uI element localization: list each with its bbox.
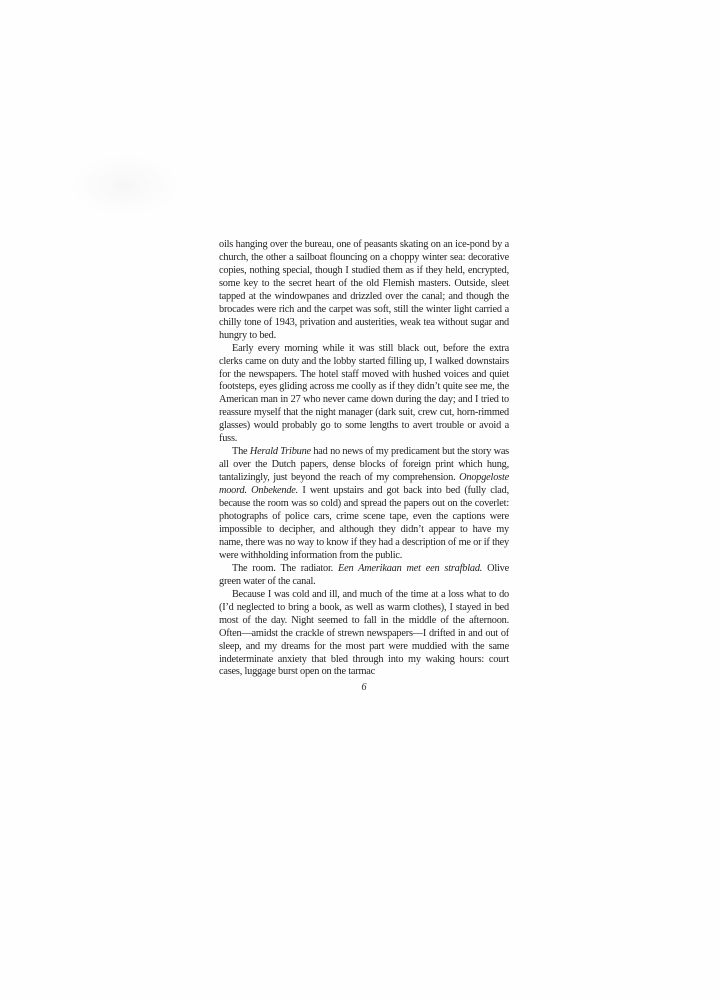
italic-text-segment: Herald Tribune — [249, 446, 311, 458]
text-segment: The room. The radiator. — [232, 562, 338, 574]
text-segment: oils hanging over the bureau, one of peasants skating on an ice-pond by a church, the other a sailboat flouncing on a choppy winter sea: decorative copies, nothing special, though I studied them as if they held, encrypted, some key to the secret heart of the old Flemish masters. Outside, sleet tapped at the windowpanes and drizzled over the canal; and though the brocades were rich and the carpet was soft, still the winter light carried a chilly tone of 1943, privation and austerities, weak tea without sugar and hungry to bed. — [219, 239, 509, 341]
text-segment: The — [232, 446, 250, 458]
italic-text-segment: Onopgeloste moord. Onbekende. — [219, 472, 509, 497]
text-segment: Early every morning while it was still black out, before the extra clerks came on duty and the lobby started filling up, I walked downstairs for the newspapers. The hotel staff moved with hushed voices and quiet footsteps, eyes gliding across me coolly as if they didn’t quite see me, the American man in 27 who never came down during the day; and I tried to reassure myself that the night manager (dark suit, crew cut, horn-rimmed glasses) would probably go to some lengths to avert trouble or avoid a fuss. — [219, 342, 509, 445]
page-number: 6 — [361, 682, 367, 694]
body-text — [219, 239, 509, 679]
body-text-block — [219, 239, 509, 695]
paragraph — [219, 239, 509, 343]
print-smudge — [70, 155, 180, 215]
paragraph — [219, 589, 509, 680]
text-segment: Because I was cold and ill, and much of the time at a loss what to do (I’d neglected to bring a book, as well as warm clothes), I stayed in bed most of the day. Night seemed to fall in the middle of the afternoon. Often—amidst the crackle of strewn newspapers—I drifted in and out of sleep, and my dreams for the most part were muddied with the same indeterminate anxiety that bled through into my waking hours: court cases, luggage burst open on the tarmac — [219, 588, 509, 678]
paragraph — [219, 446, 509, 563]
paragraph — [219, 563, 509, 589]
text-segment: had no news of my predicament but the story was all over the Dutch papers, dense blocks of foreign print which hung, tantalizingly, just beyond the reach of my comprehension. — [219, 446, 509, 484]
paragraph — [219, 343, 509, 447]
text-segment: Olive green water of the canal. — [219, 562, 509, 587]
text-segment: I went upstairs and got back into bed (fully clad, because the room was so cold) and spread the papers out on the coverlet: photographs of police cars, crime scene tape, even the captions were impossible to decipher, and although they didn’t appear to have my name, there was no way to know if they had a description of me or if they were withholding information from the public. — [219, 485, 510, 561]
italic-text-segment: Een Amerikaan met een strafblad. — [338, 562, 483, 574]
